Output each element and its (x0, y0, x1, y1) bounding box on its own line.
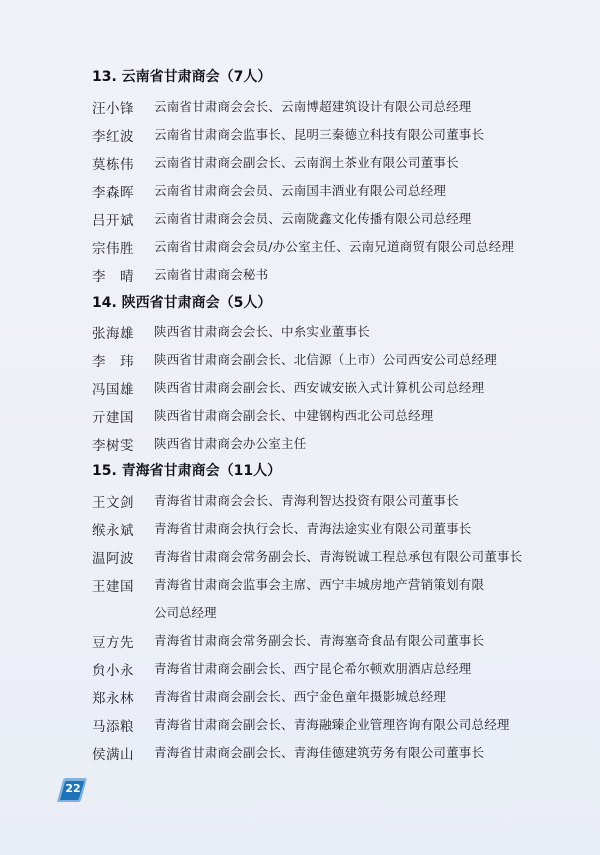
section-heading-15: 15. 青海省甘肃商会（11人） (92, 463, 282, 479)
section-heading-14: 14. 陕西省甘肃商会（5人） (92, 295, 272, 311)
member-desc: 青海省甘肃商会副会长、西宁昆仑希尔顿欢朋酒店总经理 (154, 661, 472, 676)
member-name: 郑永林 (92, 691, 134, 707)
member-desc: 云南省甘肃商会副会长、云南润土茶业有限公司董事长 (154, 155, 459, 170)
member-name: 汪小锋 (92, 101, 134, 117)
member-name: 李红波 (92, 129, 134, 145)
member-name: 王建国 (92, 579, 134, 595)
member-desc: 青海省甘肃商会执行会长、青海法途实业有限公司董事长 (154, 521, 472, 536)
member-desc: 青海省甘肃商会常务副会长、青海锐诚工程总承包有限公司董事长 (154, 549, 523, 564)
member-desc: 云南省甘肃商会会员、云南陇鑫文化传播有限公司总经理 (154, 211, 472, 226)
member-desc: 陕西省甘肃商会副会长、西安诚安嵌入式计算机公司总经理 (154, 380, 485, 395)
member-desc: 云南省甘肃商会会长、云南博超建筑设计有限公司总经理 (154, 99, 472, 114)
member-name: 宗伟胜 (92, 241, 134, 257)
member-desc: 云南省甘肃商会会员、云南国丰酒业有限公司总经理 (154, 183, 447, 198)
member-desc: 云南省甘肃商会会员/办公室主任、云南兄道商贸有限公司总经理 (154, 239, 515, 254)
member-name: 李 玮 (92, 354, 134, 370)
member-name: 张海雄 (92, 326, 134, 342)
member-name: 王文剑 (92, 495, 134, 511)
member-name: 侯满山 (92, 747, 134, 763)
member-desc: 云南省甘肃商会监事长、昆明三秦德立科技有限公司董事长 (154, 127, 485, 142)
member-desc: 青海省甘肃商会副会长、青海融臻企业管理咨询有限公司总经理 (154, 717, 510, 732)
member-name: 贠小永 (92, 663, 134, 679)
member-name: 马添粮 (92, 719, 134, 735)
member-desc: 陕西省甘肃商会办公室主任 (154, 436, 307, 451)
member-desc: 云南省甘肃商会秘书 (154, 267, 269, 282)
member-name: 缑永斌 (92, 523, 134, 539)
member-name: 温阿波 (92, 551, 134, 567)
section-heading-13: 13. 云南省甘肃商会（7人） (92, 69, 272, 85)
member-name: 冯国雄 (92, 382, 134, 398)
member-name: 李森晖 (92, 185, 134, 201)
member-desc: 陕西省甘肃商会会长、中糸实业董事长 (154, 324, 370, 339)
member-desc-continued: 公司总经理 (154, 605, 217, 620)
member-name: 莫栋伟 (92, 157, 134, 173)
member-desc: 陕西省甘肃商会副会长、中建钢构西北公司总经理 (154, 408, 434, 423)
member-name: 李树雯 (92, 438, 134, 454)
member-name: 李 晴 (92, 269, 134, 285)
member-name: 亓建国 (92, 410, 134, 426)
member-desc: 青海省甘肃商会会长、青海利智达投资有限公司董事长 (154, 493, 459, 508)
member-desc: 青海省甘肃商会副会长、青海佳德建筑劳务有限公司董事长 (154, 745, 485, 760)
page-number: 22 (65, 782, 81, 795)
member-desc: 陕西省甘肃商会副会长、北信源（上市）公司西安公司总经理 (154, 352, 497, 367)
member-name: 吕开斌 (92, 213, 134, 229)
member-name: 豆方先 (92, 635, 134, 651)
member-desc: 青海省甘肃商会监事会主席、西宁丰城房地产营销策划有限 (154, 577, 485, 592)
member-desc: 青海省甘肃商会常务副会长、青海塞奇食品有限公司董事长 (154, 633, 485, 648)
page-number-badge (53, 776, 89, 804)
member-desc: 青海省甘肃商会副会长、西宁金色童年摄影城总经理 (154, 689, 447, 704)
